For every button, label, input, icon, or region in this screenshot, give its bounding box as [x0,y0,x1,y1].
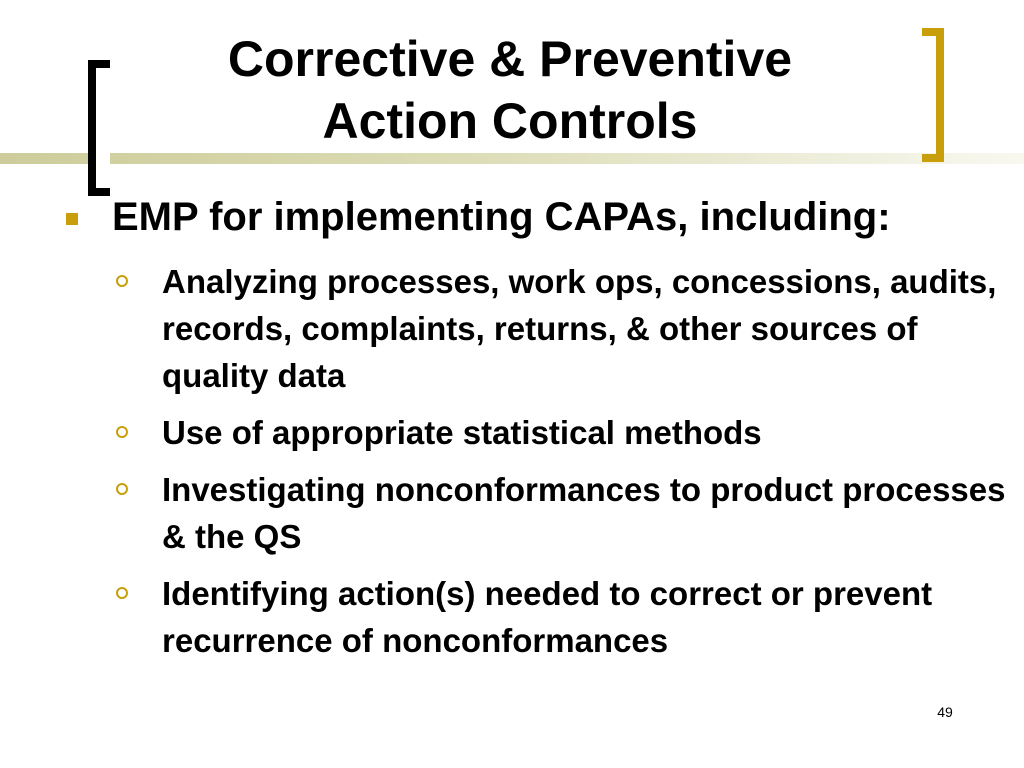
circle-bullet-icon [116,587,128,599]
sub-bullet-text: Use of appropriate statistical methods [162,414,762,451]
square-bullet-icon [66,213,78,225]
sub-bullet-text: Identifying action(s) needed to correct or prevent recurrence of nonconformances [162,575,933,659]
title-line-1: Corrective & Preventive [227,31,793,87]
circle-bullet-icon [116,426,128,438]
list-item [60,570,1010,664]
main-bullet-text: EMP for implementing CAPAs, including: [112,195,891,239]
slide-body [60,192,1010,674]
page-number: 49 [937,704,953,720]
circle-bullet-icon [116,483,128,495]
list-item [60,258,1010,399]
list-item [60,409,1010,456]
main-bullet [60,192,1010,242]
slide-title [110,28,910,152]
title-line-2: Action Controls [322,93,698,149]
sub-bullet-list [60,258,1010,664]
circle-bullet-icon [116,275,128,287]
right-bracket-decoration [922,28,944,162]
title-band-decoration [0,153,1024,164]
list-item [60,466,1010,560]
left-bracket-decoration [88,60,110,196]
sub-bullet-text: Analyzing processes, work ops, concessions, audits, records, complaints, returns, & other sources of quality data [162,263,997,394]
sub-bullet-text: Investigating nonconformances to product processes & the QS [162,471,1006,555]
